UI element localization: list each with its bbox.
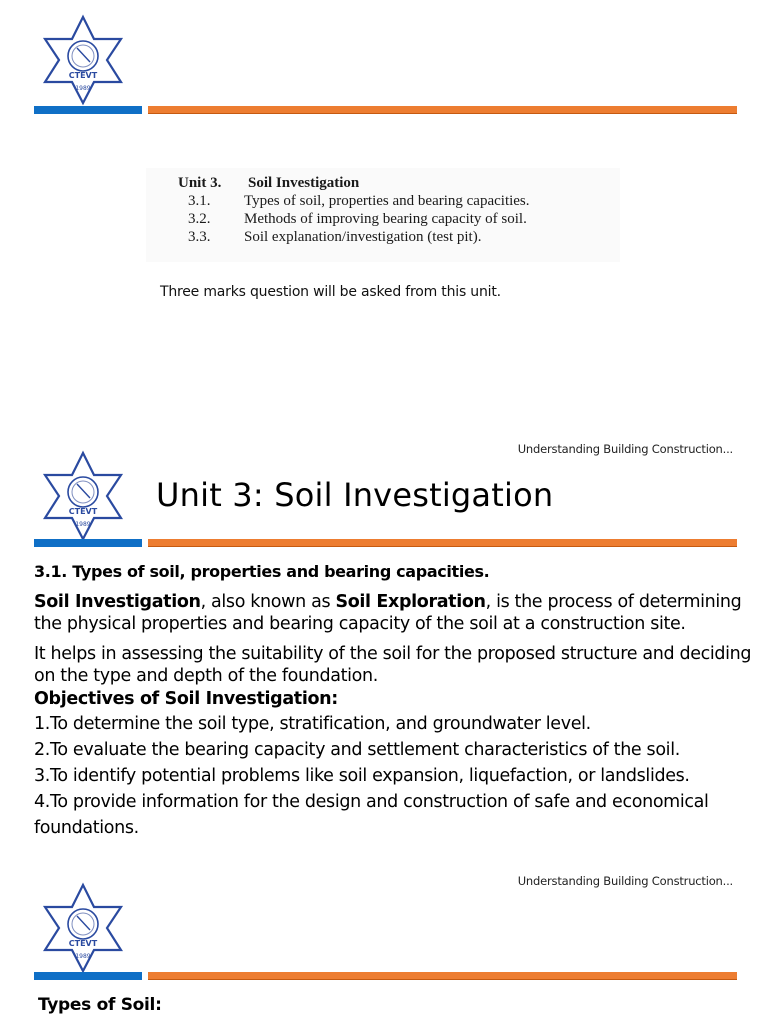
header-note: Understanding Building Construction... xyxy=(517,442,733,456)
svg-text:1989: 1989 xyxy=(75,521,91,528)
ctevt-star-logo-icon xyxy=(37,450,129,542)
slide-1 xyxy=(0,0,768,420)
marks-note: Three marks question will be asked from this unit. xyxy=(160,284,501,300)
svg-text:CTEVT: CTEVT xyxy=(68,507,98,516)
divider-bar-blue xyxy=(34,972,142,980)
divider-bar-orange xyxy=(148,106,737,114)
objective-item: 1.To determine the soil type, stratification, and groundwater level. xyxy=(34,714,591,734)
svg-text:CTEVT: CTEVT xyxy=(68,71,98,80)
ctevt-logo xyxy=(37,882,129,974)
objective-item: 3.To identify potential problems like soil expansion, liquefaction, or landslides. xyxy=(34,766,690,786)
definition-paragraph: Soil Investigation, also known as Soil Exploration, is the process of determining the physical properties and bearing capacity of the soil at a construction site. xyxy=(34,592,742,634)
slide-title: Unit 3: Soil Investigation xyxy=(156,476,554,514)
syllabus-item: 3.2. Methods of improving bearing capacity of soil. xyxy=(188,211,527,227)
ctevt-logo xyxy=(37,450,129,542)
syllabus-item: 3.3. Soil explanation/investigation (test pit). xyxy=(188,229,482,245)
header-note: Understanding Building Construction... xyxy=(517,874,733,888)
divider-bar-orange xyxy=(148,972,737,980)
types-of-soil-heading: Types of Soil: xyxy=(38,995,162,1015)
section-subheading: 3.1. Types of soil, properties and bearing capacities. xyxy=(34,562,490,581)
divider-bar-orange xyxy=(148,539,737,547)
objectives-heading: Objectives of Soil Investigation: xyxy=(34,689,338,709)
slide-2 xyxy=(0,430,768,860)
divider-bar-blue xyxy=(34,106,142,114)
slide-3 xyxy=(0,862,768,1024)
slide-content xyxy=(34,561,758,841)
syllabus-image xyxy=(146,168,620,262)
ctevt-star-logo-icon xyxy=(37,14,129,106)
purpose-paragraph: It helps in assessing the suitability of the soil for the proposed structure and deciding on the type and depth of the foundation. xyxy=(34,644,752,686)
svg-text:CTEVT: CTEVT xyxy=(68,939,98,948)
syllabus-item: 3.1. Types of soil, properties and bearing capacities. xyxy=(188,193,530,209)
svg-text:1989: 1989 xyxy=(75,85,91,92)
svg-text:1989: 1989 xyxy=(75,953,91,960)
ctevt-logo xyxy=(37,14,129,106)
ctevt-star-logo-icon xyxy=(37,882,129,974)
objective-item: 2.To evaluate the bearing capacity and settlement characteristics of the soil. xyxy=(34,740,680,760)
syllabus-title: Unit 3. Soil Investigation xyxy=(178,175,360,191)
objective-item: 4.To provide information for the design and construction of safe and economical foundations. xyxy=(34,792,709,838)
divider-bar-blue xyxy=(34,539,142,547)
